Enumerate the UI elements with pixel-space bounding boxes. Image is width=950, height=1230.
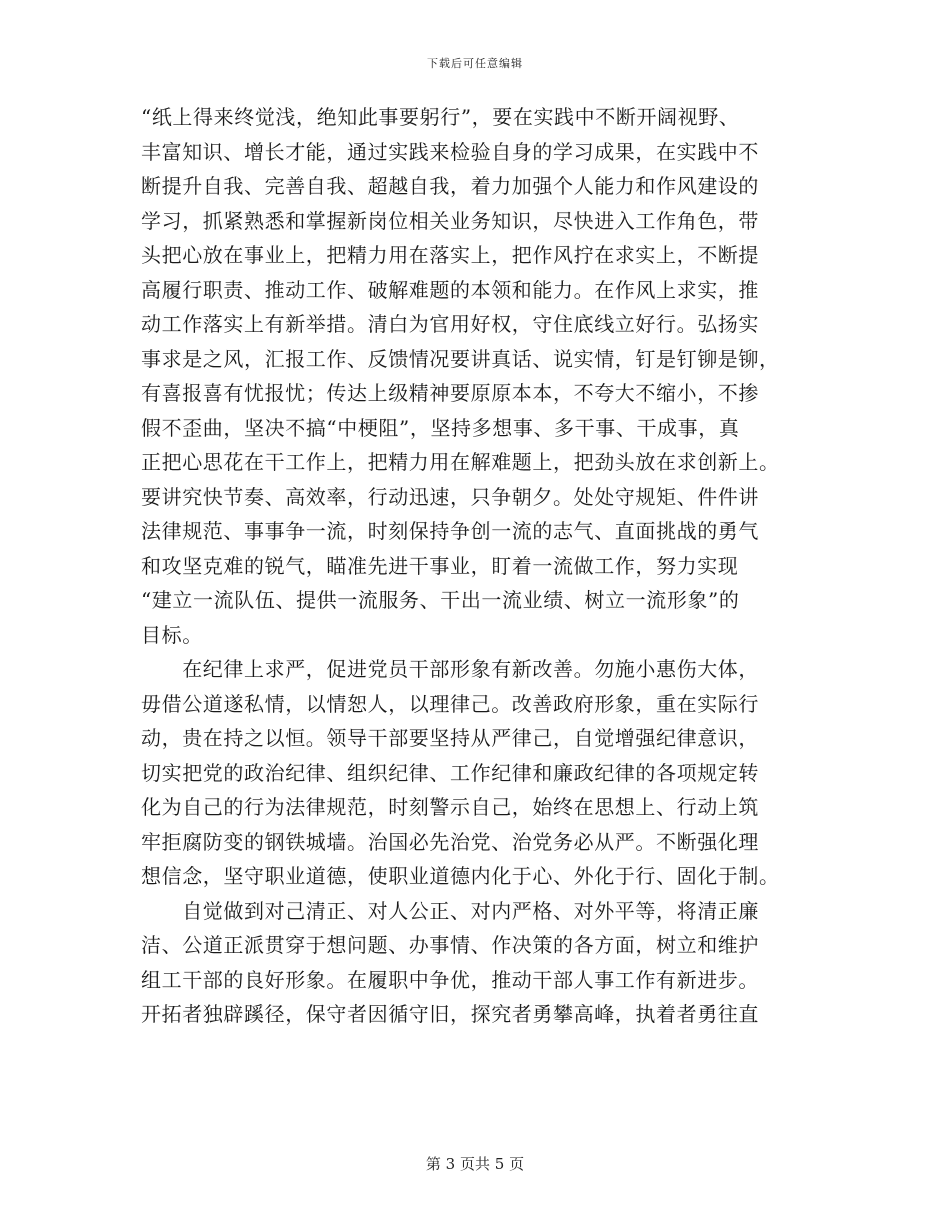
text-line: 组工干部的良好形象。在履职中争优，推动干部人事工作有新进步。	[141, 967, 759, 992]
text-line: “纸上得来终觉浅，绝知此事要躬行”，要在实践中不断开阔视野、	[141, 105, 740, 129]
text-line: 法律规范、事事争一流，时刻保持争创一流的志气、直面挑战的勇气	[141, 519, 759, 543]
text-line: 断提升自我、完善自我、超越自我，着力加强个人能力和作风建设的	[141, 174, 759, 198]
text-line: 目标。	[141, 622, 203, 647]
text-line: 自觉做到对己清正、对人公正、对内严格、对外平等，将清正廉	[141, 898, 759, 923]
text-line: 高履行职责、推动工作、破解难题的本领和能力。在作风上求实，推	[141, 277, 759, 302]
text-line: 要讲究快节奏、高效率，行动迅速，只争朝夕。处处守规矩、件件讲	[141, 484, 759, 509]
text-line: 事求是之风，汇报工作、反馈情况要讲真话、说实情，钉是钉铆是铆，	[141, 346, 780, 371]
document-body	[141, 100, 811, 1032]
text-line: 和攻坚克难的锐气，瞄准先进干事业，盯着一流做工作，努力实现	[141, 553, 739, 578]
text-line: 学习，抓紧熟悉和掌握新岗位相关业务知识，尽快进入工作角色，带	[141, 208, 759, 233]
text-line: 切实把党的政治纪律、组织纪律、工作纪律和廉政纪律的各项规定转	[141, 760, 759, 785]
page-header: 下载后可任意编辑	[427, 57, 523, 70]
text-line: 想信念，坚守职业道德，使职业道德内化于心、外化于行、固化于制。	[141, 864, 780, 888]
text-line: 头把心放在事业上，把精力用在落实上，把作风拧在求实上，不断提	[141, 243, 759, 267]
text-line: 有喜报喜有忧报忧；传达上级精神要原原本本，不夸大不缩小，不掺	[141, 381, 759, 405]
text-line: 丰富知识、增长才能，通过实践来检验自身的学习成果，在实践中不	[141, 139, 759, 164]
text-line: 毋借公道遂私情，以情恕人，以理律己。改善政府形象，重在实际行	[141, 691, 759, 716]
page-number-footer: 第 3 页共 5 页	[425, 1155, 525, 1173]
text-line: “建立一流队伍、提供一流服务、干出一流业绩、树立一流形象”的	[141, 588, 740, 612]
text-line: 正把心思花在干工作上，把精力用在解难题上，把劲头放在求创新上。	[141, 450, 780, 474]
text-line: 洁、公道正派贯穿于想问题、办事情、作决策的各方面，树立和维护	[141, 933, 759, 957]
text-line: 开拓者独辟蹊径，保守者因循守旧，探究者勇攀高峰，执着者勇往直	[141, 1002, 759, 1026]
text-line: 动，贵在持之以恒。领导干部要坚持从严律己，自觉增强纪律意识，	[141, 726, 759, 750]
text-line: 动工作落实上有新举措。清白为官用好权，守住底线立好行。弘扬实	[141, 312, 759, 336]
text-line: 在纪律上求严，促进党员干部形象有新改善。勿施小惠伤大体，	[141, 657, 759, 681]
text-line: 牢拒腐防变的钢铁城墙。治国必先治党、治党务必从严。不断强化理	[141, 829, 759, 854]
text-line: 化为自己的行为法律规范，时刻警示自己，始终在思想上、行动上筑	[141, 795, 759, 819]
text-line: 假不歪曲，坚决不搞“中梗阻”，坚持多想事、多干事、干成事，真	[141, 415, 740, 440]
